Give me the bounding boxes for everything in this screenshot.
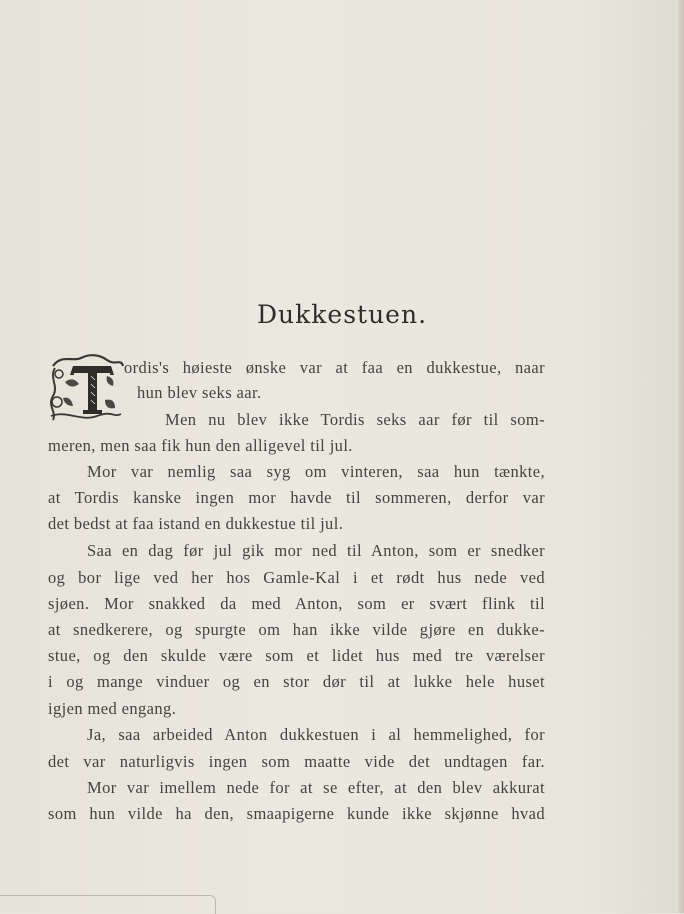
text-line-16: det var naturligvis ingen som maatte vide det undtagen far.: [48, 752, 545, 771]
text-line-7: det bedst at faa istand en dukkestue til jul.: [48, 514, 344, 533]
page-edge: [678, 0, 684, 913]
text-line-11: at snedkerere, og spurgte om han ikke vilde gjøre en dukke-: [48, 620, 545, 639]
text-line-18: som hun vilde ha den, smaapigerne kunde ikke skjønne hvad: [48, 804, 545, 823]
text-line-9: og bor lige ved her hos Gamle-Kal i et rødt hus nede ved: [48, 568, 545, 587]
ornamental-drop-cap: [47, 352, 125, 424]
text-line-6: at Tordis kanske ingen mor havde til sommeren, derfor var: [48, 488, 545, 507]
text-line-2: hun blev seks aar.: [137, 383, 262, 402]
text-line-1: ordis's høieste ønske var at faa en dukkestue, naar: [124, 358, 545, 377]
text-line-10: sjøen. Mor snakked da med Anton, som er svært flink til: [48, 594, 545, 613]
text-line-17: Mor var imellem nede for at se efter, at den blev akkurat: [87, 778, 545, 797]
text-line-4: meren, men saa fik hun den alligevel til jul.: [48, 436, 353, 455]
text-line-14: igjen med engang.: [48, 699, 177, 718]
text-line-8: Saa en dag før jul gik mor ned til Anton, som er snedker: [87, 541, 545, 560]
text-line-5: Mor var nemlig saa syg om vinteren, saa hun tænkte,: [87, 462, 545, 481]
text-line-12: stue, og den skulde være som et lidet hus med tre værelser: [48, 646, 545, 665]
chapter-title: Dukkestuen.: [256, 300, 428, 329]
text-line-13: i og mange vinduer og en stor dør til at lukke hele huset: [48, 672, 545, 691]
text-line-3: Men nu blev ikke Tordis seks aar før til som-: [165, 410, 545, 429]
text-line-15: Ja, saa arbeided Anton dukkestuen i al hemmelighed, for: [87, 725, 545, 744]
page-corner-mark: [0, 895, 216, 914]
